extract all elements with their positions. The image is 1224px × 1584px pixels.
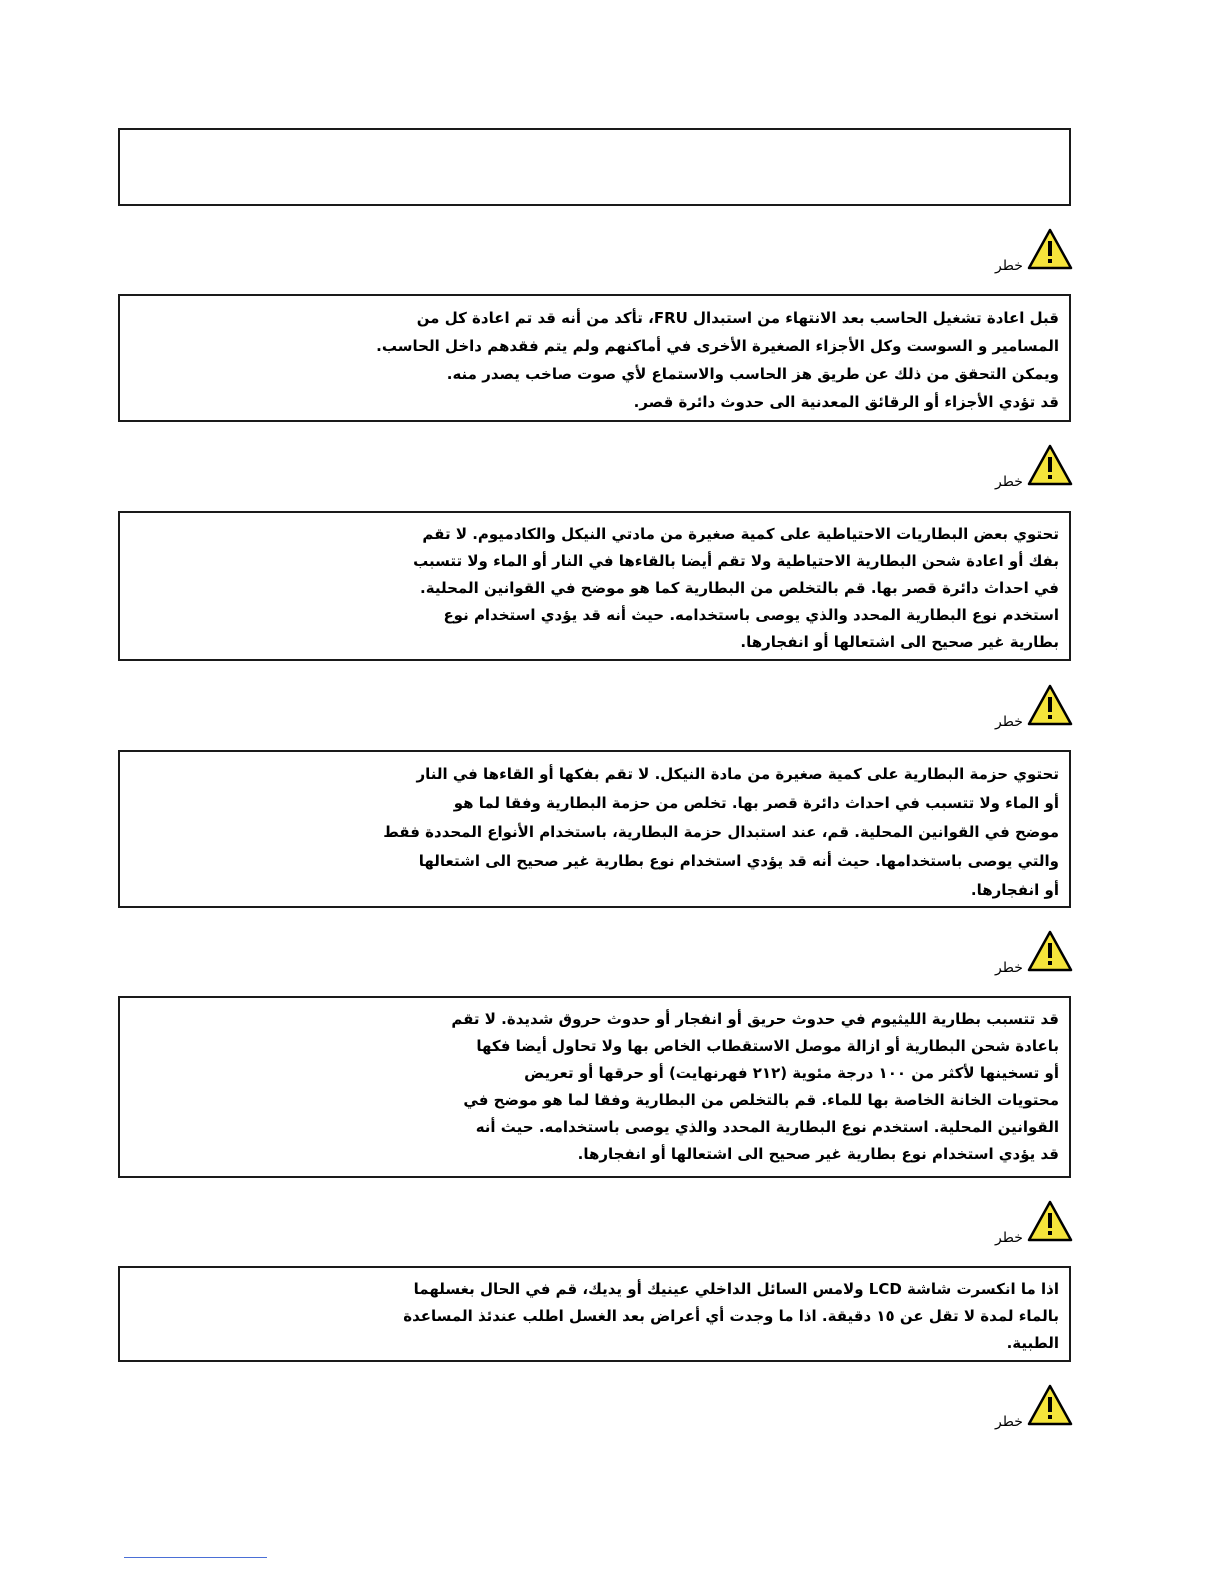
notice-line: والتي يوصى باستخدامها. حيث أنه قد يؤدي استخدام نوع بطارية غير صحيح الى اشتعالها bbox=[418, 852, 1059, 870]
notice-line: محتويات الخانة الخاصة بها للماء. قم بالتخلص من البطارية وفقا لما هو موضح في bbox=[463, 1091, 1059, 1109]
danger-label-6 bbox=[995, 1384, 1075, 1430]
notice-line: المسامير و السوست وكل الأجزاء الصغيرة الأخرى في أماكنهم ولم يتم فقدهم داخل الحاسب. bbox=[376, 337, 1059, 355]
notice-line: قد تؤدي الأجزاء أو الرقائق المعدنية الى حدوث دائرة قصر. bbox=[633, 393, 1059, 411]
danger-text: خطر bbox=[995, 474, 1023, 490]
warning-triangle-icon bbox=[1027, 444, 1073, 486]
notice-box-1 bbox=[118, 294, 1071, 422]
warning-triangle-icon bbox=[1027, 930, 1073, 972]
notice-line: الطبية. bbox=[1006, 1334, 1059, 1352]
danger-text: خطر bbox=[995, 1230, 1023, 1246]
notice-line: بالماء لمدة لا تقل عن ١٥ دقيقة. اذا ما وجدت أي أعراض بعد الغسل اطلب عندئذ المساعدة bbox=[403, 1307, 1059, 1325]
notice-line: أو تسخينها لأكثر من ١٠٠ درجة مئوية (٢١٢ فهرنهايت) أو حرقها أو تعريض bbox=[524, 1064, 1059, 1082]
danger-label-2 bbox=[995, 444, 1075, 490]
danger-label-1 bbox=[995, 228, 1075, 274]
notice-line: استخدم نوع البطارية المحدد والذي يوصى باستخدامه. حيث أنه قد يؤدي استخدام نوع bbox=[443, 606, 1059, 624]
empty-notice-box bbox=[118, 128, 1071, 206]
notice-box-3 bbox=[118, 750, 1071, 908]
danger-text: خطر bbox=[995, 714, 1023, 730]
notice-line: قبل اعادة تشغيل الحاسب بعد الانتهاء من استبدال FRU، تأكد من أنه قد تم اعادة كل من bbox=[416, 309, 1059, 327]
notice-line: ويمكن التحقق من ذلك عن طريق هز الحاسب والاستماع لأي صوت صاخب يصدر منه. bbox=[446, 365, 1059, 383]
notice-box-4 bbox=[118, 996, 1071, 1178]
warning-triangle-icon bbox=[1027, 1384, 1073, 1426]
notice-line: تحتوي بعض البطاريات الاحتياطية على كمية صغيرة من مادتي النيكل والكادميوم. لا تقم bbox=[422, 525, 1059, 543]
notice-line: القوانين المحلية. استخدم نوع البطارية المحدد والذي يوصى باستخدامه. حيث أنه bbox=[475, 1118, 1059, 1136]
notice-line: موضح في القوانين المحلية. قم، عند استبدال حزمة البطارية، باستخدام الأنواع المحددة فقط bbox=[383, 823, 1059, 841]
warning-triangle-icon bbox=[1027, 684, 1073, 726]
notice-line: أو انفجارها. bbox=[970, 881, 1059, 899]
notice-box-5 bbox=[118, 1266, 1071, 1362]
notice-line: بطارية غير صحيح الى اشتعالها أو انفجارها. bbox=[740, 633, 1059, 651]
notice-line: اذا ما انكسرت شاشة LCD ولامس السائل الداخلي عينيك أو يديك، قم في الحال بغسلهما bbox=[413, 1280, 1059, 1298]
danger-text: خطر bbox=[995, 258, 1023, 274]
notice-line: قد تتسبب بطارية الليثيوم في حدوث حريق أو انفجار أو حدوث حروق شديدة. لا تقم bbox=[451, 1010, 1059, 1028]
notice-line: تحتوي حزمة البطارية على كمية صغيرة من مادة النيكل. لا تقم بفكها أو القاءها في النار bbox=[416, 765, 1059, 783]
warning-triangle-icon bbox=[1027, 228, 1073, 270]
danger-label-4 bbox=[995, 930, 1075, 976]
warning-triangle-icon bbox=[1027, 1200, 1073, 1242]
danger-label-3 bbox=[995, 684, 1075, 730]
notice-line: قد يؤدي استخدام نوع بطارية غير صحيح الى اشتعالها أو انفجارها. bbox=[577, 1145, 1059, 1163]
notice-line: بفك أو اعادة شحن البطارية الاحتياطية ولا تقم أيضا بالقاءها في النار أو الماء ولا تتسبب bbox=[413, 552, 1059, 570]
notice-line: أو الماء ولا تتسبب في احداث دائرة قصر بها. تخلص من حزمة البطارية وفقا لما هو bbox=[453, 794, 1059, 812]
notice-line: باعادة شحن البطارية أو ازالة موصل الاستقطاب الخاص بها ولا تحاول أيضا فكها bbox=[476, 1037, 1059, 1055]
danger-text: خطر bbox=[995, 1414, 1023, 1430]
danger-label-5 bbox=[995, 1200, 1075, 1246]
footer-divider bbox=[124, 1557, 267, 1558]
notice-box-2 bbox=[118, 511, 1071, 661]
notice-line: في احداث دائرة قصر بها. قم بالتخلص من البطارية كما هو موضح في القوانين المحلية. bbox=[420, 579, 1059, 597]
danger-text: خطر bbox=[995, 960, 1023, 976]
